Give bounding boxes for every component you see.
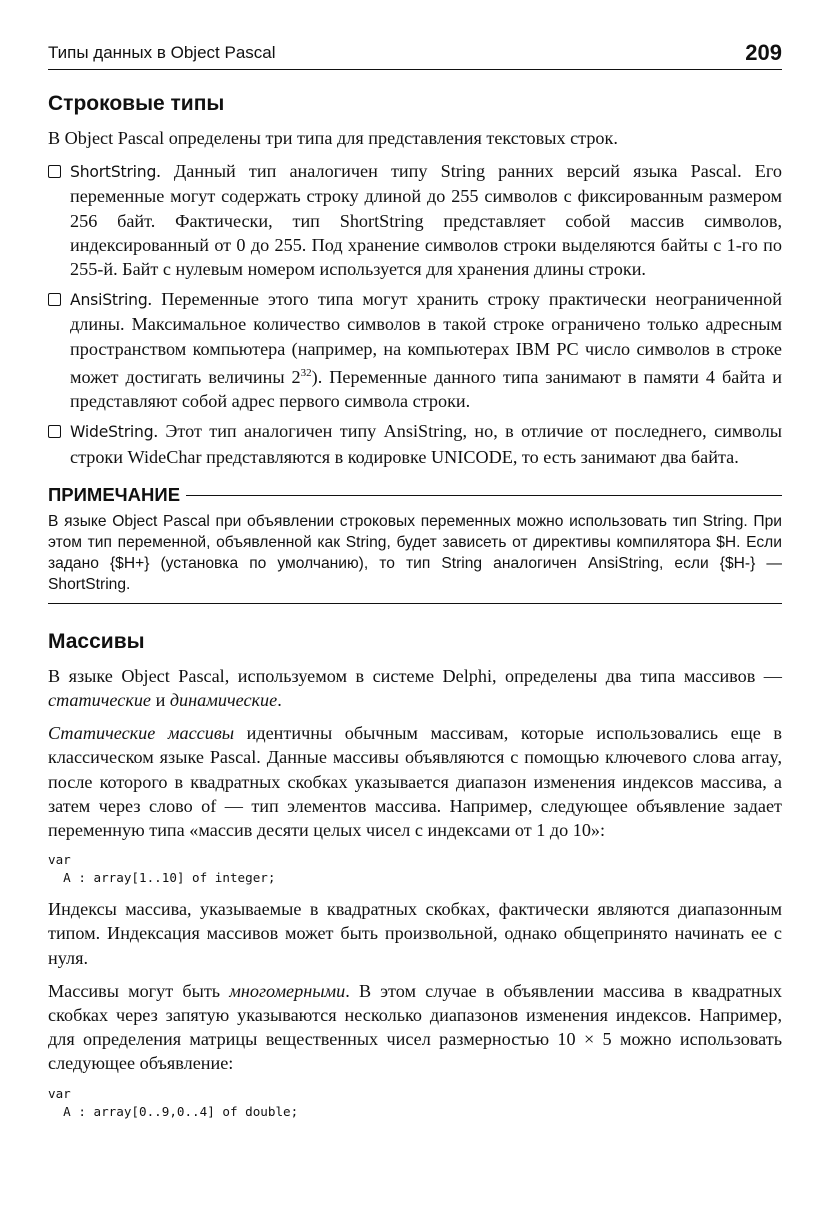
- list-item-text: [70, 419, 782, 468]
- list-item-description: . Этот тип аналогичен типу AnsiString, но, в отличие от последнего, символы строки WideChar представляются в кодировке UNICODE, то есть занимают два байта.: [70, 421, 782, 467]
- text-run: Массивы могут быть: [48, 980, 230, 1001]
- list-item-shortstring: [48, 159, 782, 281]
- section-heading-arrays: Массивы: [48, 629, 145, 653]
- page-content: [48, 90, 782, 1131]
- header-rule: [48, 69, 782, 70]
- checkbox-bullet-icon: [48, 165, 61, 178]
- arrays-intro-paragraph: [48, 664, 782, 712]
- list-item-ansistring: [48, 287, 782, 413]
- list-item-description-start: . Переменные этого типа могут хранить строку практически неограниченной длины. Максимальное количество символов в такой строке ограничено только адресным пространством компьютера (например, на компьютерах IBM PC число символов в строке может достигать величины 2: [70, 289, 782, 387]
- static-arrays-paragraph: [48, 721, 782, 842]
- emphasis-multidimensional: многомерными: [229, 980, 346, 1001]
- text-run: В языке Object Pascal, используемом в системе Delphi, определены два типа массивов —: [48, 665, 782, 686]
- text-run: . В этом случае в объявлении массива в квадратных скобках через запятую указываются несколько диапазонов изменения индексов. Например, для определения матрицы вещественных чисел размерностью 10 × 5 можно использовать следующее объявление:: [48, 980, 782, 1074]
- checkbox-bullet-icon: [48, 425, 61, 438]
- note-title: ПРИМЕЧАНИЕ: [48, 483, 186, 507]
- emphasis-static-arrays: Статические массивы: [48, 723, 235, 744]
- note-header: [48, 483, 782, 509]
- note-bottom-rule: [48, 603, 782, 604]
- code-block-2d-array: var A : array[0..9,0..4] of double;: [48, 1085, 299, 1119]
- text-run: и: [151, 689, 170, 710]
- emphasis-dynamic: динамические: [169, 689, 278, 710]
- note-box: [48, 483, 782, 604]
- checkbox-bullet-icon: [48, 293, 61, 306]
- running-header: [48, 40, 782, 68]
- multidimensional-paragraph: [48, 979, 782, 1076]
- code-block-1d-array: var A : array[1..10] of integer;: [48, 852, 276, 886]
- text-run: идентичны обычным массивам, которые использовались еще в классическом языке Pascal. Данные массивы объявляются с помощью ключевого слова array, после которого в квадратных скобках указывается диапазон изменения индексов массива, а затем через слово of — тип элементов массива. Например, следующее объявление задает переменную типа «массив десяти целых чисел с индексами от 1 до 10»:: [48, 723, 782, 840]
- running-header-title: Типы данных в Object Pascal: [48, 43, 276, 62]
- text-run: .: [277, 689, 282, 710]
- keyword-term: ShortString: [70, 163, 157, 182]
- list-item-text: [70, 159, 782, 281]
- emphasis-static: статические: [48, 689, 152, 710]
- superscript-exponent: 32: [300, 366, 312, 379]
- array-indexes-paragraph: Индексы массива, указываемые в квадратных скобках, фактически являются диапазонным типом. Индексация массивов может быть произвольной, однако общепринято начинать ее с нуля.: [48, 899, 782, 968]
- section-heading-string-types: Строковые типы: [48, 92, 225, 115]
- list-item-widestring: [48, 419, 782, 468]
- keyword-term: WideString: [70, 423, 154, 442]
- keyword-term: AnsiString: [70, 291, 148, 310]
- list-item-description: . Данный тип аналогичен типу String ранних версий языка Pascal. Его переменные могут содержать строку длиной до 255 символов с фиксированным размером 256 байт. Фактически, тип ShortString представляет собой массив символов, индексированный от 0 до 255. Под хранение символов строки выделяются байты с 1-го по 255-й. Байт с нулевым номером используется для хранения длины строки.: [70, 161, 782, 280]
- page-number: 209: [745, 40, 782, 65]
- list-item-description-end: ). Переменные данного типа занимают в памяти 4 байта и представляют собой адрес первого символа строки.: [70, 366, 782, 412]
- list-item-text: [70, 287, 782, 413]
- string-types-intro: В Object Pascal определены три типа для представления текстовых строк.: [48, 128, 618, 148]
- note-text: В языке Object Pascal при объявлении строковых переменных можно использовать тип String. При этом тип переменной, объявленной как String, будет зависеть от директивы компилятора $H. Если задано {$H+} (установка по умолчанию), то тип String аналогичен AnsiString, если {$H-} — ShortString.: [48, 512, 782, 593]
